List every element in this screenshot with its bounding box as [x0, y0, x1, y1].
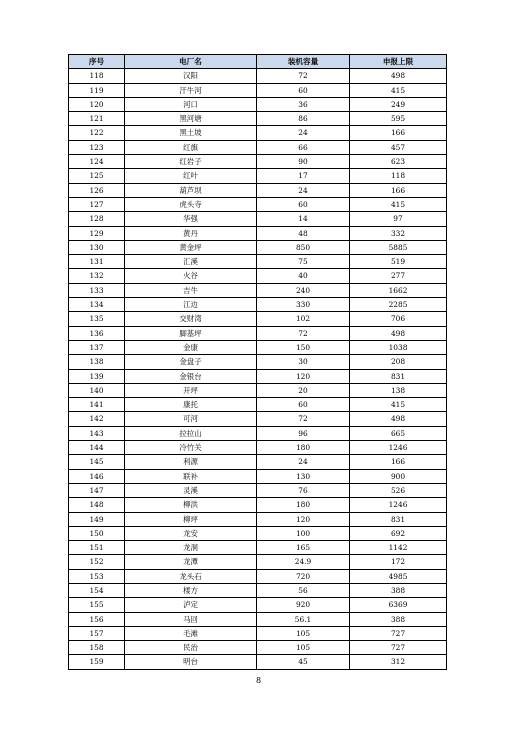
- plant-name-cell: 金盘子: [125, 355, 257, 369]
- declared-limit-cell: 1246: [350, 441, 447, 455]
- installed-capacity-cell: 48: [257, 226, 350, 240]
- declared-limit-cell: 166: [350, 455, 447, 469]
- declared-limit-cell: 208: [350, 355, 447, 369]
- installed-capacity-cell: 102: [257, 312, 350, 326]
- plant-name-cell: 民治: [125, 641, 257, 655]
- declared-limit-cell: 706: [350, 312, 447, 326]
- declared-limit-cell: 249: [350, 97, 447, 111]
- table-row: [69, 183, 447, 197]
- power-plant-table-container: [68, 54, 446, 670]
- installed-capacity-cell: 72: [257, 326, 350, 340]
- plant-name-cell: 虎头寺: [125, 197, 257, 211]
- plant-name-cell: 泸定: [125, 598, 257, 612]
- serial-number-cell: 138: [69, 355, 125, 369]
- serial-number-cell: 146: [69, 469, 125, 483]
- plant-name-cell: 拉拉山: [125, 426, 257, 440]
- header-plant-name: 电厂名: [125, 55, 257, 69]
- plant-name-cell: 龙头石: [125, 569, 257, 583]
- installed-capacity-cell: 60: [257, 398, 350, 412]
- plant-name-cell: 龙潭: [125, 555, 257, 569]
- declared-limit-cell: 900: [350, 469, 447, 483]
- plant-name-cell: 黄丹: [125, 226, 257, 240]
- declared-limit-cell: 5885: [350, 240, 447, 254]
- table-row: [69, 398, 447, 412]
- table-row: [69, 326, 447, 340]
- table-row: [69, 255, 447, 269]
- installed-capacity-cell: 240: [257, 283, 350, 297]
- installed-capacity-cell: 24.9: [257, 555, 350, 569]
- table-row: [69, 169, 447, 183]
- table-body: [69, 69, 447, 669]
- declared-limit-cell: 6369: [350, 598, 447, 612]
- declared-limit-cell: 623: [350, 155, 447, 169]
- serial-number-cell: 142: [69, 412, 125, 426]
- plant-name-cell: 红岩子: [125, 155, 257, 169]
- plant-name-cell: 脚基坪: [125, 326, 257, 340]
- table-row: [69, 441, 447, 455]
- table-row: [69, 283, 447, 297]
- table-row: [69, 69, 447, 83]
- installed-capacity-cell: 90: [257, 155, 350, 169]
- table-row: [69, 612, 447, 626]
- serial-number-cell: 149: [69, 512, 125, 526]
- plant-name-cell: 葫芦坝: [125, 183, 257, 197]
- serial-number-cell: 123: [69, 140, 125, 154]
- declared-limit-cell: 166: [350, 183, 447, 197]
- installed-capacity-cell: 120: [257, 369, 350, 383]
- installed-capacity-cell: 330: [257, 298, 350, 312]
- plant-name-cell: 毛滩: [125, 626, 257, 640]
- installed-capacity-cell: 165: [257, 541, 350, 555]
- table-row: [69, 455, 447, 469]
- plant-name-cell: 汉阳: [125, 69, 257, 83]
- declared-limit-cell: 498: [350, 326, 447, 340]
- table-row: [69, 97, 447, 111]
- installed-capacity-cell: 72: [257, 412, 350, 426]
- plant-name-cell: 开坪: [125, 383, 257, 397]
- table-row: [69, 583, 447, 597]
- serial-number-cell: 158: [69, 641, 125, 655]
- declared-limit-cell: 1142: [350, 541, 447, 555]
- declared-limit-cell: 415: [350, 83, 447, 97]
- table-row: [69, 383, 447, 397]
- plant-name-cell: 利源: [125, 455, 257, 469]
- serial-number-cell: 133: [69, 283, 125, 297]
- table-row: [69, 598, 447, 612]
- serial-number-cell: 151: [69, 541, 125, 555]
- serial-number-cell: 143: [69, 426, 125, 440]
- table-header-row: [69, 55, 447, 69]
- installed-capacity-cell: 120: [257, 512, 350, 526]
- installed-capacity-cell: 100: [257, 526, 350, 540]
- declared-limit-cell: 665: [350, 426, 447, 440]
- installed-capacity-cell: 96: [257, 426, 350, 440]
- installed-capacity-cell: 105: [257, 641, 350, 655]
- installed-capacity-cell: 920: [257, 598, 350, 612]
- declared-limit-cell: 727: [350, 626, 447, 640]
- serial-number-cell: 140: [69, 383, 125, 397]
- serial-number-cell: 156: [69, 612, 125, 626]
- declared-limit-cell: 498: [350, 69, 447, 83]
- table-row: [69, 83, 447, 97]
- plant-name-cell: 红叶: [125, 169, 257, 183]
- serial-number-cell: 136: [69, 326, 125, 340]
- table-row: [69, 140, 447, 154]
- serial-number-cell: 139: [69, 369, 125, 383]
- plant-name-cell: 吉牛: [125, 283, 257, 297]
- plant-name-cell: 马回: [125, 612, 257, 626]
- installed-capacity-cell: 14: [257, 212, 350, 226]
- serial-number-cell: 120: [69, 97, 125, 111]
- plant-name-cell: 可河: [125, 412, 257, 426]
- installed-capacity-cell: 75: [257, 255, 350, 269]
- installed-capacity-cell: 56: [257, 583, 350, 597]
- declared-limit-cell: 388: [350, 612, 447, 626]
- header-declared-limit: 申报上限: [350, 55, 447, 69]
- installed-capacity-cell: 66: [257, 140, 350, 154]
- serial-number-cell: 122: [69, 126, 125, 140]
- table-row: [69, 555, 447, 569]
- plant-name-cell: 柳洪: [125, 498, 257, 512]
- declared-limit-cell: 595: [350, 112, 447, 126]
- plant-name-cell: 黄金坪: [125, 240, 257, 254]
- table-row: [69, 369, 447, 383]
- installed-capacity-cell: 180: [257, 498, 350, 512]
- installed-capacity-cell: 24: [257, 183, 350, 197]
- plant-name-cell: 灵溪: [125, 483, 257, 497]
- plant-name-cell: 冷竹关: [125, 441, 257, 455]
- declared-limit-cell: 166: [350, 126, 447, 140]
- table-row: [69, 541, 447, 555]
- declared-limit-cell: 831: [350, 369, 447, 383]
- table-row: [69, 212, 447, 226]
- declared-limit-cell: 415: [350, 398, 447, 412]
- declared-limit-cell: 97: [350, 212, 447, 226]
- serial-number-cell: 141: [69, 398, 125, 412]
- plant-name-cell: 汇溪: [125, 255, 257, 269]
- declared-limit-cell: 526: [350, 483, 447, 497]
- serial-number-cell: 128: [69, 212, 125, 226]
- table-row: [69, 526, 447, 540]
- declared-limit-cell: 332: [350, 226, 447, 240]
- serial-number-cell: 144: [69, 441, 125, 455]
- declared-limit-cell: 277: [350, 269, 447, 283]
- installed-capacity-cell: 24: [257, 126, 350, 140]
- declared-limit-cell: 4985: [350, 569, 447, 583]
- serial-number-cell: 147: [69, 483, 125, 497]
- table-row: [69, 498, 447, 512]
- power-plant-table: [68, 54, 447, 670]
- table-row: [69, 355, 447, 369]
- serial-number-cell: 152: [69, 555, 125, 569]
- declared-limit-cell: 388: [350, 583, 447, 597]
- header-installed-capacity: 装机容量: [257, 55, 350, 69]
- declared-limit-cell: 2285: [350, 298, 447, 312]
- declared-limit-cell: 831: [350, 512, 447, 526]
- serial-number-cell: 121: [69, 112, 125, 126]
- table-row: [69, 312, 447, 326]
- plant-name-cell: 康托: [125, 398, 257, 412]
- installed-capacity-cell: 40: [257, 269, 350, 283]
- serial-number-cell: 155: [69, 598, 125, 612]
- installed-capacity-cell: 105: [257, 626, 350, 640]
- declared-limit-cell: 118: [350, 169, 447, 183]
- plant-name-cell: 金康: [125, 340, 257, 354]
- table-row: [69, 126, 447, 140]
- table-row: [69, 641, 447, 655]
- serial-number-cell: 135: [69, 312, 125, 326]
- installed-capacity-cell: 72: [257, 69, 350, 83]
- plant-name-cell: 江边: [125, 298, 257, 312]
- installed-capacity-cell: 150: [257, 340, 350, 354]
- serial-number-cell: 148: [69, 498, 125, 512]
- installed-capacity-cell: 45: [257, 655, 350, 669]
- table-row: [69, 426, 447, 440]
- serial-number-cell: 150: [69, 526, 125, 540]
- installed-capacity-cell: 130: [257, 469, 350, 483]
- plant-name-cell: 金银台: [125, 369, 257, 383]
- table-row: [69, 412, 447, 426]
- installed-capacity-cell: 850: [257, 240, 350, 254]
- header-serial-number: 序号: [69, 55, 125, 69]
- plant-name-cell: 黑河塘: [125, 112, 257, 126]
- installed-capacity-cell: 86: [257, 112, 350, 126]
- plant-name-cell: 联补: [125, 469, 257, 483]
- installed-capacity-cell: 60: [257, 83, 350, 97]
- serial-number-cell: 132: [69, 269, 125, 283]
- installed-capacity-cell: 60: [257, 197, 350, 211]
- plant-name-cell: 红旗: [125, 140, 257, 154]
- serial-number-cell: 159: [69, 655, 125, 669]
- declared-limit-cell: 415: [350, 197, 447, 211]
- serial-number-cell: 157: [69, 626, 125, 640]
- installed-capacity-cell: 36: [257, 97, 350, 111]
- serial-number-cell: 134: [69, 298, 125, 312]
- plant-name-cell: 龙安: [125, 526, 257, 540]
- installed-capacity-cell: 17: [257, 169, 350, 183]
- declared-limit-cell: 1246: [350, 498, 447, 512]
- table-row: [69, 655, 447, 669]
- page-number: 8: [255, 676, 262, 685]
- installed-capacity-cell: 180: [257, 441, 350, 455]
- table-row: [69, 512, 447, 526]
- serial-number-cell: 153: [69, 569, 125, 583]
- declared-limit-cell: 1662: [350, 283, 447, 297]
- serial-number-cell: 118: [69, 69, 125, 83]
- declared-limit-cell: 727: [350, 641, 447, 655]
- installed-capacity-cell: 56.1: [257, 612, 350, 626]
- table-row: [69, 469, 447, 483]
- installed-capacity-cell: 76: [257, 483, 350, 497]
- plant-name-cell: 楼方: [125, 583, 257, 597]
- serial-number-cell: 129: [69, 226, 125, 240]
- declared-limit-cell: 312: [350, 655, 447, 669]
- table-row: [69, 626, 447, 640]
- table-row: [69, 298, 447, 312]
- plant-name-cell: 河口: [125, 97, 257, 111]
- plant-name-cell: 火谷: [125, 269, 257, 283]
- serial-number-cell: 154: [69, 583, 125, 597]
- table-row: [69, 112, 447, 126]
- installed-capacity-cell: 30: [257, 355, 350, 369]
- table-row: [69, 240, 447, 254]
- declared-limit-cell: 498: [350, 412, 447, 426]
- declared-limit-cell: 692: [350, 526, 447, 540]
- declared-limit-cell: 519: [350, 255, 447, 269]
- plant-name-cell: 交财湾: [125, 312, 257, 326]
- serial-number-cell: 126: [69, 183, 125, 197]
- declared-limit-cell: 172: [350, 555, 447, 569]
- table-row: [69, 569, 447, 583]
- table-row: [69, 269, 447, 283]
- installed-capacity-cell: 720: [257, 569, 350, 583]
- serial-number-cell: 137: [69, 340, 125, 354]
- plant-name-cell: 柳坪: [125, 512, 257, 526]
- serial-number-cell: 124: [69, 155, 125, 169]
- installed-capacity-cell: 24: [257, 455, 350, 469]
- table-row: [69, 340, 447, 354]
- declared-limit-cell: 138: [350, 383, 447, 397]
- serial-number-cell: 127: [69, 197, 125, 211]
- table-row: [69, 155, 447, 169]
- declared-limit-cell: 457: [350, 140, 447, 154]
- serial-number-cell: 131: [69, 255, 125, 269]
- serial-number-cell: 119: [69, 83, 125, 97]
- installed-capacity-cell: 20: [257, 383, 350, 397]
- serial-number-cell: 125: [69, 169, 125, 183]
- table-row: [69, 483, 447, 497]
- plant-name-cell: 龙洞: [125, 541, 257, 555]
- plant-name-cell: 明台: [125, 655, 257, 669]
- table-row: [69, 226, 447, 240]
- serial-number-cell: 145: [69, 455, 125, 469]
- plant-name-cell: 黑土坡: [125, 126, 257, 140]
- serial-number-cell: 130: [69, 240, 125, 254]
- table-row: [69, 197, 447, 211]
- declared-limit-cell: 1038: [350, 340, 447, 354]
- plant-name-cell: 汗牛河: [125, 83, 257, 97]
- plant-name-cell: 华强: [125, 212, 257, 226]
